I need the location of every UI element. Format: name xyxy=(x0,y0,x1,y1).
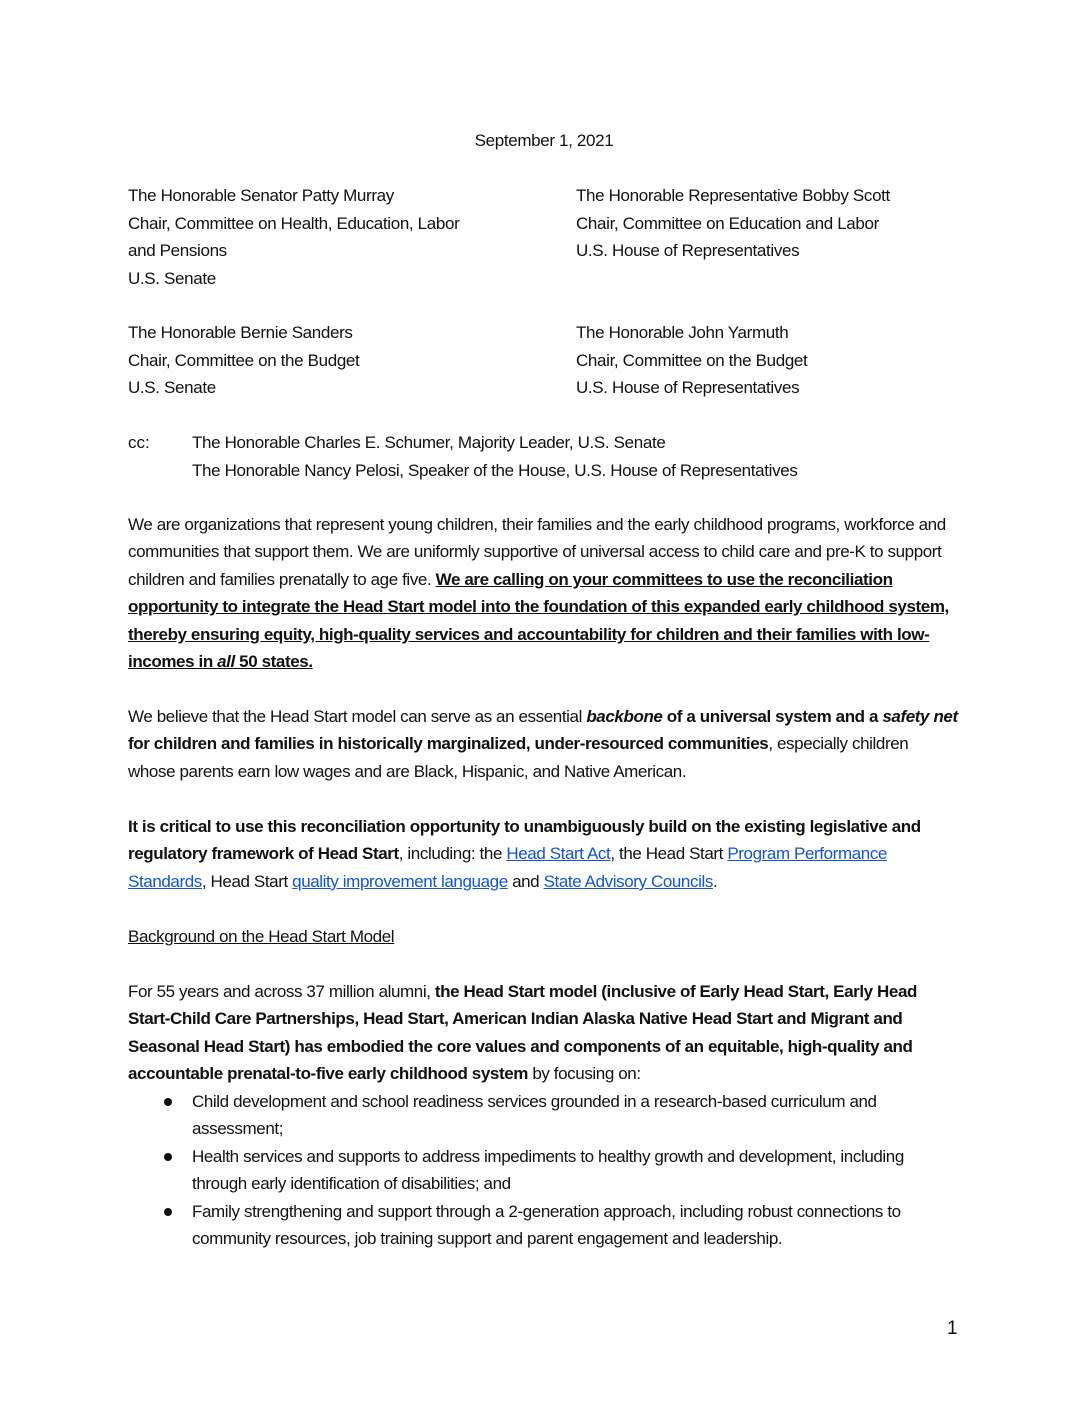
para-text: . xyxy=(712,871,718,891)
addressee-line: and Pensions xyxy=(128,241,227,260)
list-item-text: Health services and supports to address impediments to healthy growth and development, including through early identification of disabilities; and xyxy=(192,1146,904,1194)
page-number: 1 xyxy=(947,1318,958,1339)
emphasis-safety-net: safety net xyxy=(882,707,958,726)
para-text: We believe that the Head Start model can serve as an essential xyxy=(128,707,587,726)
para-text: , including: the xyxy=(398,844,507,864)
addressee-line: Chair, Committee on Education and Labor xyxy=(576,213,879,233)
para-text: , Head Start xyxy=(201,871,293,891)
addressee-line: U.S. House of Representatives xyxy=(576,378,800,397)
list-item xyxy=(128,1088,958,1143)
cc-line: The Honorable Nancy Pelosi, Speaker of the House, U.S. House of Representatives xyxy=(192,460,798,480)
addressee-yarmuth xyxy=(576,319,807,402)
paragraph-backbone xyxy=(128,703,958,785)
addressee-line: U.S. Senate xyxy=(128,378,216,397)
cta-text-end: 50 states. xyxy=(234,652,313,672)
list-item-text: Family strengthening and support through a 2-generation approach, including robust connections to community resources, job training support and parent engagement and leadership. xyxy=(192,1201,901,1249)
focus-list xyxy=(128,1088,958,1252)
paragraph-background xyxy=(128,978,958,1088)
bold-text: for children and families in historically marginalized, under-resourced communities xyxy=(128,734,769,754)
link-program-performance-standards[interactable]: Program Performance Standards xyxy=(128,844,887,891)
para-text: , the Head Start xyxy=(610,844,728,864)
para-text: and xyxy=(507,871,544,891)
bold-text: It is critical to use this reconciliation opportunity to unambiguously build on the existing legislative and regulatory framework of Head Start xyxy=(128,817,921,864)
addressee-line: Chair, Committee on the Budget xyxy=(128,350,360,370)
cc-recipients xyxy=(192,429,797,484)
addressee-line: The Honorable John Yarmuth xyxy=(576,323,789,342)
list-item xyxy=(128,1143,958,1198)
addressee-scott xyxy=(576,182,890,265)
para-text: For 55 years and across 37 million alumni, xyxy=(128,982,435,1001)
addressee-line: Chair, Committee on the Budget xyxy=(576,350,808,370)
letter-date: September 1, 2021 xyxy=(474,131,614,150)
cc-line: The Honorable Charles E. Schumer, Majority Leader, U.S. Senate xyxy=(192,433,666,452)
paragraph-intro xyxy=(128,511,958,675)
addressee-sanders xyxy=(128,319,359,402)
addressee-line: U.S. House of Representatives xyxy=(576,241,800,260)
bold-text: of a universal system and a xyxy=(662,707,883,726)
bold-text: the Head Start model (inclusive of Early Head Start, Early Head Start-Child Care Partnerships, Head Start, American Indian Alaska Native Head Start and Migrant and Seasonal Head Start) has embodied the core values and components of an equitable, high-quality and accountable prenatal-to-five early childhood system xyxy=(128,982,918,1084)
para-text: by focusing on: xyxy=(528,1064,641,1084)
emphasis-backbone: backbone xyxy=(586,707,663,726)
cta-text: We are calling on your committees to use the reconciliation opportunity to integrate the Head Start model into the foundation of this expanded early childhood system, thereby ensuring equity, high-quality services and accountability for children and their families with low-incomes in xyxy=(128,569,949,672)
cc-label: cc: xyxy=(128,433,150,452)
cta-emphasis: all xyxy=(217,652,235,672)
bullet-icon xyxy=(164,1098,172,1106)
bullet-icon xyxy=(164,1208,172,1216)
addressee-line: U.S. Senate xyxy=(128,268,216,288)
paragraph-framework xyxy=(128,813,958,895)
link-quality-improvement-language[interactable]: quality improvement language xyxy=(292,871,508,891)
addressee-line: The Honorable Senator Patty Murray xyxy=(128,186,394,205)
intro-text: We are organizations that represent young children, their families and the early childhood programs, workforce and communities that support them. We are uniformly supportive of universal access to child care and pre-K to support children and families prenatally to age five. xyxy=(128,515,946,589)
para-text: , especially children whose parents earn low wages and are Black, Hispanic, and Native American. xyxy=(128,734,909,781)
addressee-line: The Honorable Representative Bobby Scott xyxy=(576,186,890,205)
addressee-line: Chair, Committee on Health, Education, Labor xyxy=(128,213,460,233)
section-heading: Background on the Head Start Model xyxy=(128,927,395,946)
link-state-advisory-councils[interactable]: State Advisory Councils xyxy=(543,871,713,891)
list-item xyxy=(128,1198,958,1253)
addressee-murray xyxy=(128,182,459,292)
list-item-text: Child development and school readiness services grounded in a research-based curriculum and assessment; xyxy=(192,1092,877,1139)
bullet-icon xyxy=(164,1153,172,1161)
addressee-line: The Honorable Bernie Sanders xyxy=(128,323,353,342)
link-head-start-act[interactable]: Head Start Act xyxy=(506,844,611,864)
